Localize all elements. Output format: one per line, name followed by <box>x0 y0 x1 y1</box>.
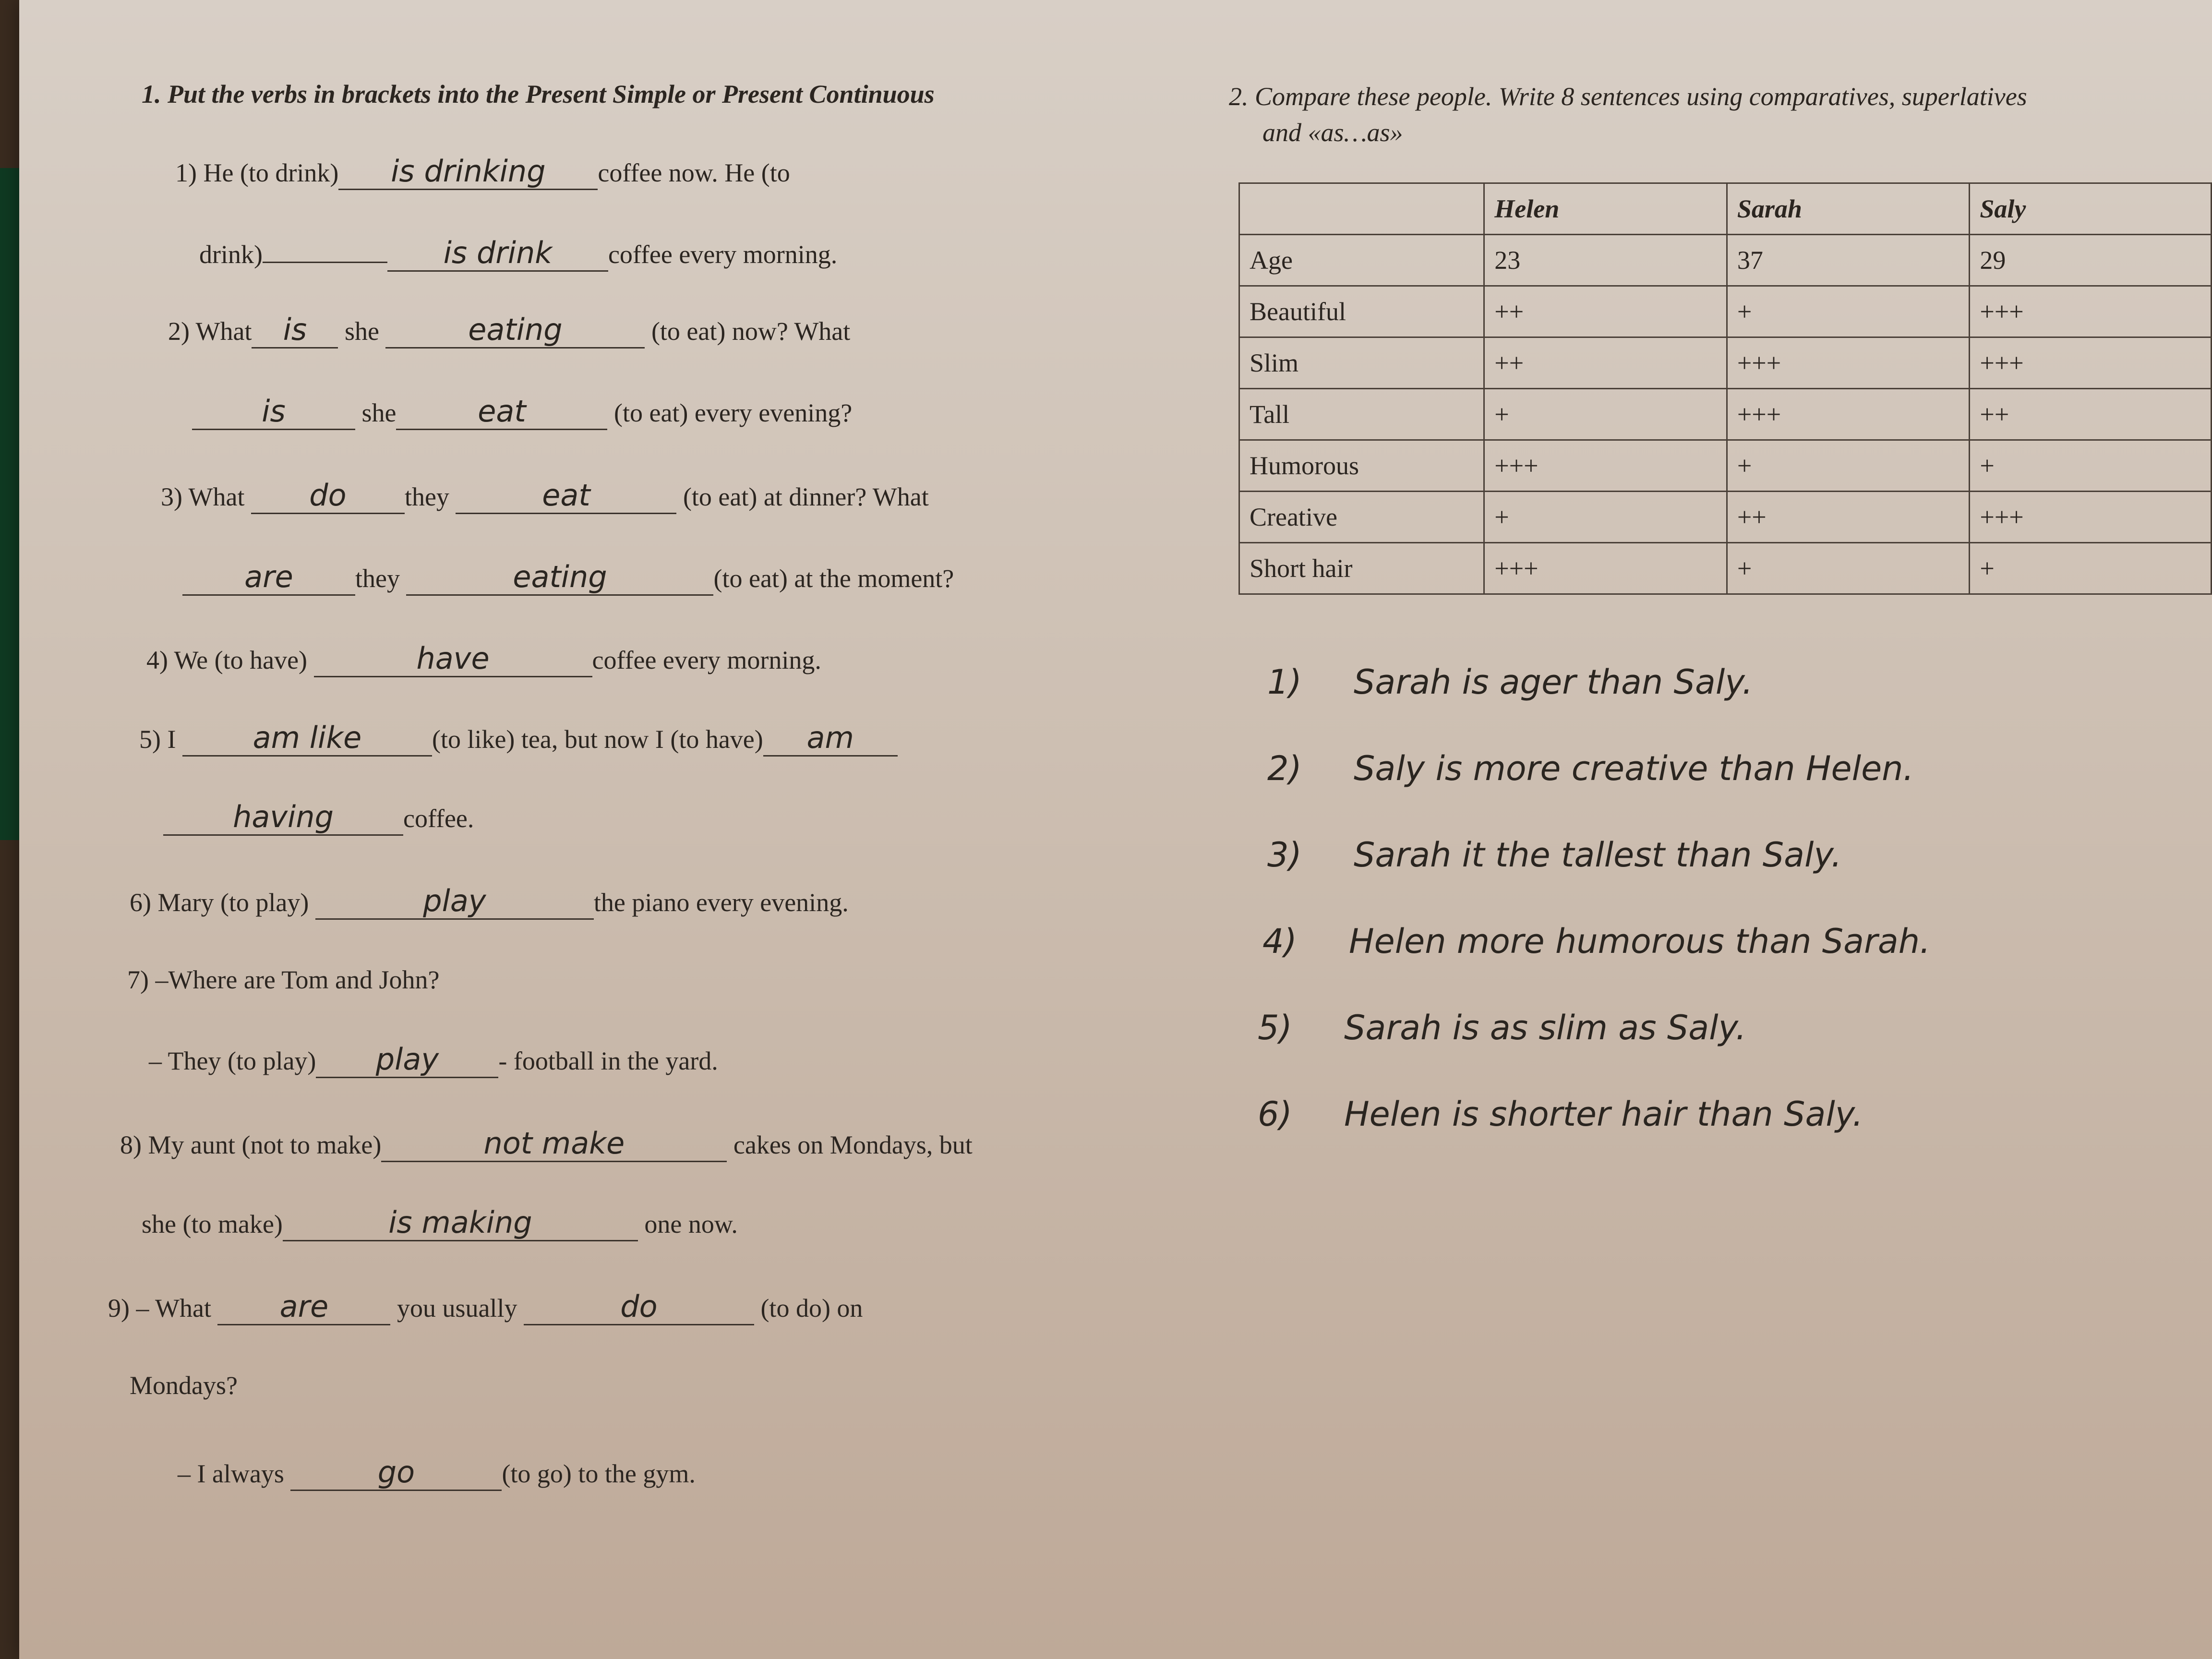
table-row <box>1239 235 2212 286</box>
ex5-text-1: (to like) tea, but now I (to have) <box>432 725 763 754</box>
exercise-8-line-1 <box>120 1126 973 1162</box>
table-cell: +++ <box>1727 337 1970 389</box>
table-header-cell: Helen <box>1484 183 1727 235</box>
exercise-2-line-2 <box>192 394 852 430</box>
ex2-prompt: 2) What <box>168 317 252 346</box>
answer-text: Sarah is as slim as Saly. <box>1344 1008 1746 1047</box>
exercise-9-line-3 <box>178 1455 696 1491</box>
table-row <box>1239 440 2212 492</box>
exercise-1-line-1 <box>175 154 790 190</box>
table-cell: +++ <box>1484 543 1727 594</box>
ex9-prompt-2: – I always <box>178 1459 284 1488</box>
ex1-text-2: coffee every morning. <box>608 240 838 269</box>
ex9-answer-2[interactable]: do <box>524 1289 754 1325</box>
table-row-label: Humorous <box>1239 440 1484 492</box>
table-cell: + <box>1727 440 1970 492</box>
table-header-cell <box>1239 183 1484 235</box>
ex5-answer-1[interactable]: am like <box>182 720 432 757</box>
ex9-answer-3[interactable]: go <box>290 1455 502 1491</box>
table-cell: +++ <box>1970 492 2212 543</box>
table-row <box>1239 389 2212 440</box>
ex3-text-2: (to eat) at dinner? What <box>683 482 929 511</box>
table-header-row <box>1239 183 2212 235</box>
ex8-answer-1[interactable]: not make <box>381 1126 727 1162</box>
ex1-answer-1[interactable]: is drinking <box>338 154 598 190</box>
ex3-answer-3[interactable]: are <box>182 559 355 596</box>
table-row-label: Age <box>1239 235 1484 286</box>
exercise-6 <box>130 883 849 920</box>
ex2-text-2: (to eat) now? What <box>651 317 851 346</box>
table-cell: + <box>1727 543 1970 594</box>
ex6-text: the piano every evening. <box>593 888 849 917</box>
table-cell: ++ <box>1484 286 1727 337</box>
exercise-7-question: 7) –Where are Tom and John? <box>127 965 440 994</box>
table-row <box>1239 337 2212 389</box>
table-row-label: Short hair <box>1239 543 1484 594</box>
ex4-text: coffee every morning. <box>592 646 821 674</box>
ex6-prompt: 6) Mary (to play) <box>130 888 309 917</box>
table-cell: 29 <box>1970 235 2212 286</box>
ex8-answer-2[interactable]: is making <box>283 1205 638 1241</box>
ex3-answer-2[interactable]: eat <box>456 478 676 514</box>
ex4-prompt: 4) We (to have) <box>146 646 308 674</box>
answer-number: 2) <box>1267 749 1302 788</box>
exercise-3-line-1 <box>161 478 929 514</box>
table-row <box>1239 286 2212 337</box>
answer-text: Helen is shorter hair than Saly. <box>1344 1094 1863 1134</box>
ex8-text-2: one now. <box>644 1210 738 1238</box>
answer-number: 3) <box>1267 835 1302 875</box>
answer-number: 4) <box>1262 922 1297 961</box>
ex2-answer-4[interactable]: eat <box>396 394 607 430</box>
table-cell: + <box>1970 440 2212 492</box>
table-cell: ++ <box>1970 389 2212 440</box>
exercise-5-line-2 <box>163 799 474 836</box>
ex6-answer[interactable]: play <box>315 883 594 920</box>
answer-text: Helen more humorous than Sarah. <box>1349 922 1931 961</box>
exercise-5-line-1 <box>139 720 898 757</box>
table-cell: +++ <box>1970 286 2212 337</box>
answer-sentence[interactable] <box>1262 922 1930 961</box>
ex9-text-3: (to go) to the gym. <box>502 1459 696 1488</box>
table-cell: +++ <box>1970 337 2212 389</box>
table-header-cell: Saly <box>1970 183 2212 235</box>
ex3-prompt: 3) What <box>161 482 245 511</box>
ex9-prompt: 9) – What <box>108 1294 211 1322</box>
ex1-answer-2[interactable]: is drink <box>387 235 608 272</box>
ex4-answer[interactable]: have <box>314 641 592 677</box>
table-cell: + <box>1484 389 1727 440</box>
table-row <box>1239 492 2212 543</box>
ex5-answer-3[interactable]: having <box>163 799 403 836</box>
answer-number: 5) <box>1258 1008 1292 1047</box>
ex1-prompt-2: drink) <box>199 240 263 269</box>
table-cell: 37 <box>1727 235 1970 286</box>
answer-number: 6) <box>1258 1094 1292 1134</box>
table-cell: +++ <box>1727 389 1970 440</box>
ex3-answer-4[interactable]: eating <box>406 559 713 596</box>
ex1-text: coffee now. He (to <box>598 158 790 187</box>
table-cell: ++ <box>1727 492 1970 543</box>
table-cell: + <box>1727 286 1970 337</box>
answer-text: Sarah is ager than Saly. <box>1354 662 1753 702</box>
exercise-2-line-1 <box>168 312 850 349</box>
ex2-answer-3[interactable]: is <box>192 394 355 430</box>
table-row <box>1239 543 2212 594</box>
exercise-9-line-2: Mondays? <box>130 1371 238 1400</box>
table-row-label: Creative <box>1239 492 1484 543</box>
ex5-text-2: coffee. <box>403 804 474 833</box>
blank <box>263 262 387 263</box>
ex2-text-1: she <box>344 317 379 346</box>
ex8-prompt: 8) My aunt (not to make) <box>120 1130 382 1159</box>
answer-sentence[interactable] <box>1258 1094 1863 1134</box>
table-row-label: Beautiful <box>1239 286 1484 337</box>
task2-title-line-2: and «as…as» <box>1262 118 1403 147</box>
ex2-text-4: (to eat) every evening? <box>613 398 853 427</box>
table-cell: +++ <box>1484 440 1727 492</box>
exercise-4 <box>146 641 821 677</box>
ex9-text-1: you usually <box>397 1294 517 1322</box>
ex2-answer-2[interactable]: eating <box>385 312 645 349</box>
ex5-prompt: 5) I <box>139 725 176 754</box>
ex7-text: - football in the yard. <box>498 1046 718 1075</box>
table-row-label: Tall <box>1239 389 1484 440</box>
worksheet-page <box>19 0 2212 1659</box>
answer-text: Sarah it the tallest than Saly. <box>1354 835 1842 875</box>
exercise-7-line-2 <box>149 1042 718 1078</box>
table-cell: ++ <box>1484 337 1727 389</box>
table-cell: + <box>1970 543 2212 594</box>
task1-title: 1. Put the verbs in brackets into the Present Simple or Present Continuous <box>142 80 935 108</box>
ex5-answer-2[interactable]: am <box>763 720 898 757</box>
ex3-text-3: they <box>355 564 400 593</box>
ex3-text-4: (to eat) at the moment? <box>713 564 954 593</box>
table-header-cell: Sarah <box>1727 183 1970 235</box>
exercise-3-line-2 <box>182 559 954 596</box>
ex7-prompt: – They (to play) <box>149 1046 316 1075</box>
ex9-text-2: (to do) on <box>760 1294 863 1322</box>
answer-number: 1) <box>1267 662 1302 702</box>
answer-sentence[interactable] <box>1267 835 1842 875</box>
table-row-label: Slim <box>1239 337 1484 389</box>
ex8-prompt-2: she (to make) <box>142 1210 283 1238</box>
ex3-answer-1[interactable]: do <box>251 478 405 514</box>
ex1-prompt: 1) He (to drink) <box>175 158 339 187</box>
exercise-1-line-2 <box>199 235 837 272</box>
exercise-9-line-1 <box>108 1289 863 1325</box>
answer-sentence[interactable] <box>1258 1008 1746 1047</box>
ex9-answer-1[interactable]: are <box>217 1289 390 1325</box>
table-cell: + <box>1484 492 1727 543</box>
ex8-text-1: cakes on Mondays, but <box>733 1130 973 1159</box>
ex7-answer[interactable]: play <box>316 1042 498 1078</box>
answer-text: Saly is more creative than Helen. <box>1354 749 1914 788</box>
ex2-answer-1[interactable]: is <box>252 312 338 349</box>
exercise-8-line-2 <box>142 1205 738 1241</box>
answer-sentence[interactable] <box>1267 749 1914 788</box>
answer-sentence[interactable] <box>1267 662 1753 702</box>
table-cell: 23 <box>1484 235 1727 286</box>
ex3-text-1: they <box>404 482 449 511</box>
ex2-text-3: she <box>361 398 397 427</box>
task2-title-line-1: 2. Compare these people. Write 8 sentences using comparatives, superlatives <box>1229 82 2027 111</box>
comparison-table <box>1238 182 2212 595</box>
